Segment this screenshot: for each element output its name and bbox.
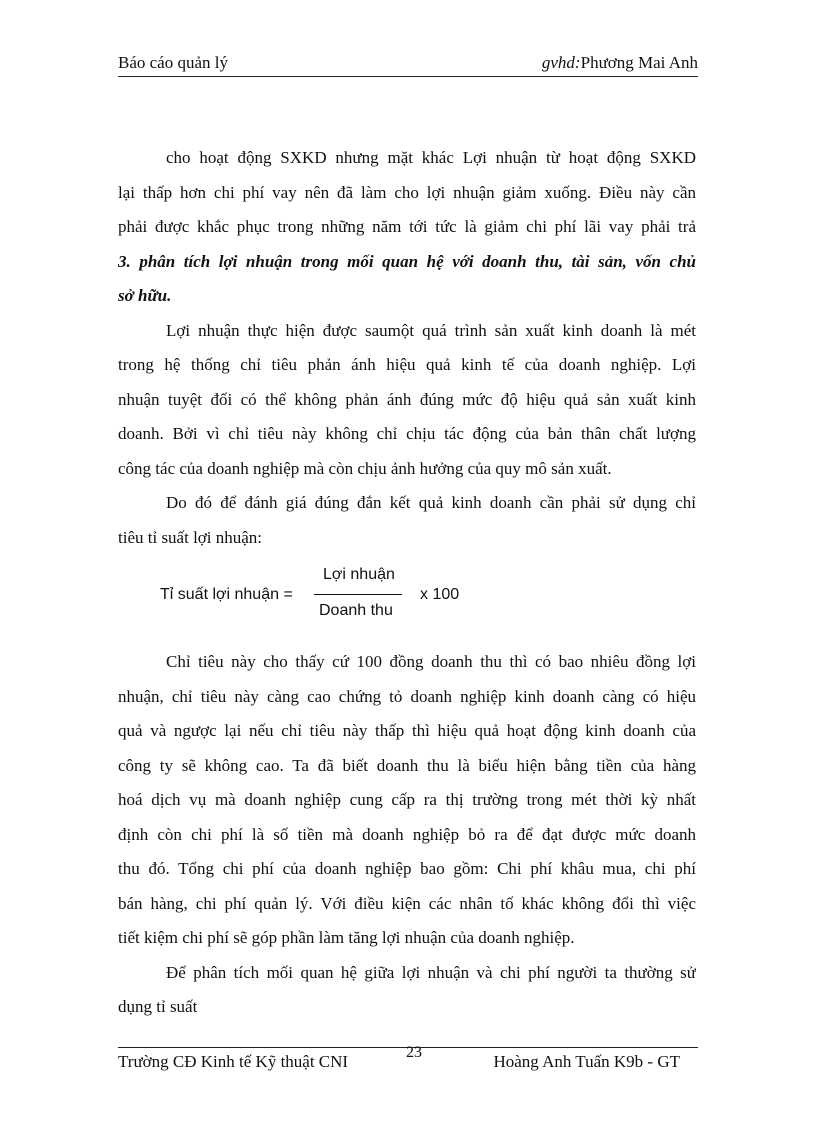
text-line: [118, 284, 696, 319]
paragraph-line: lại thấp hơn chi phí vay nên đã làm cho lợi nhuận giảm xuống. Điều này cần: [118, 182, 696, 202]
text-line: [118, 250, 696, 285]
paragraph-line: Do đó để đánh giá đúng đắn kết quả kinh doanh cần phải sử dụng chỉ: [166, 493, 696, 512]
text-line: [118, 457, 696, 492]
paragraph-line: phải được khắc phục trong những năm tới tức là giảm chi phí lãi vay phải trả: [118, 217, 696, 236]
text-line: [118, 526, 696, 561]
text-line: [118, 857, 696, 892]
paragraph-line: thu đó. Tổng chi phí của doanh nghiệp bao gồm: Chi phí khâu mua, chi phí: [118, 859, 696, 878]
text-line: [118, 995, 696, 1030]
body-text-bottom: [118, 650, 696, 1030]
text-line: [118, 491, 696, 526]
footer-author: Hoàng Anh Tuấn K9b - GT: [493, 1052, 680, 1071]
body-text-top: [118, 146, 696, 560]
paragraph-line: quả và ngược lại nếu chỉ tiêu này thấp thì hiệu quả hoạt động kinh doanh của: [118, 721, 696, 740]
paragraph-line: định còn chi phí là số tiền mà doanh nghiệp bỏ ra để đạt được mức doanh: [118, 824, 696, 844]
text-line: [118, 788, 696, 823]
text-line: [118, 388, 696, 423]
formula-fraction-bar: [314, 594, 402, 595]
page-number: 23: [406, 1044, 422, 1061]
paragraph-line: dụng tỉ suất: [118, 997, 198, 1016]
paragraph-line: Lợi nhuận thực hiện được saumột quá trình sản xuất kinh doanh là mét: [166, 320, 696, 340]
text-line: [118, 892, 696, 927]
header-advisor: [542, 52, 698, 74]
text-line: [118, 181, 696, 216]
text-line: [118, 146, 696, 181]
formula-denominator: Doanh thu: [319, 602, 393, 619]
text-line: [118, 685, 696, 720]
header-advisor-name: Phương Mai Anh: [580, 53, 698, 72]
header-title: Báo cáo quản lý: [118, 53, 228, 72]
paragraph-line: doanh. Bởi vì chỉ tiêu này không chỉ chịu tác động của bản thân chất lượng: [118, 424, 696, 443]
paragraph-line: tiêu tỉ suất lợi nhuận:: [118, 527, 263, 547]
paragraph-line: tiết kiệm chi phí sẽ góp phần làm tăng lợi nhuận của doanh nghiệp.: [118, 928, 575, 947]
section-heading: 3. phân tích lợi nhuận trong mối quan hệ với doanh thu, tài sản, vốn chủ: [118, 251, 696, 271]
text-line: [118, 215, 696, 250]
paragraph-line: Chỉ tiêu này cho thấy cứ 100 đồng doanh thu thì có bao nhiêu đồng lợi: [166, 652, 696, 671]
paragraph-line: nhuận tuyệt đối có thể không phản ánh đúng mức độ hiệu quả sản xuất kinh: [118, 389, 696, 409]
paragraph-line: bán hàng, chi phí quản lý. Với điều kiện các nhân tố khác không đổi thì việc: [118, 893, 696, 913]
paragraph-line: công ty sẽ không cao. Ta đã biết doanh thu là biểu hiện bằng tiền của hàng: [118, 755, 696, 775]
page-footer: [118, 1044, 698, 1078]
text-line: [118, 926, 696, 961]
paragraph-line: Để phân tích mối quan hệ giữa lợi nhuận và chi phí người ta thường sử: [166, 962, 696, 982]
formula-lhs: Tỉ suất lợi nhuận =: [160, 586, 293, 603]
paragraph-line: hoá dịch vụ mà doanh nghiệp cung cấp ra thị trường trong mét thời kỳ nhất: [118, 790, 696, 809]
text-line: [118, 353, 696, 388]
header-advisor-prefix: gvhd:: [541, 53, 581, 72]
paragraph-line: cho hoạt động SXKD nhưng mặt khác Lợi nhuận từ hoạt động SXKD: [166, 148, 696, 167]
text-line: [118, 719, 696, 754]
text-line: [118, 961, 696, 996]
paragraph-line: trong hệ thống chỉ tiêu phản ánh hiệu quả kinh tế của doanh nghiệp. Lợi: [118, 355, 696, 374]
formula-numerator: Lợi nhuận: [323, 566, 395, 583]
text-line: [118, 422, 696, 457]
text-line: [118, 823, 696, 858]
formula: [118, 564, 518, 624]
text-line: [118, 754, 696, 789]
page-header: [118, 52, 698, 77]
text-line: [118, 650, 696, 685]
paragraph-line: nhuận, chỉ tiêu này càng cao chứng tỏ doanh nghiệp kinh doanh càng có hiệu: [118, 686, 696, 706]
paragraph-line: công tác của doanh nghiệp mà còn chịu ảnh hưởng của quy mô sản xuất.: [118, 458, 612, 478]
footer-school: Trường CĐ Kinh tế Kỹ thuật CNI: [118, 1052, 349, 1071]
section-heading: sở hữu.: [118, 286, 172, 305]
formula-multiplier: x 100: [420, 586, 460, 603]
text-line: [118, 319, 696, 354]
